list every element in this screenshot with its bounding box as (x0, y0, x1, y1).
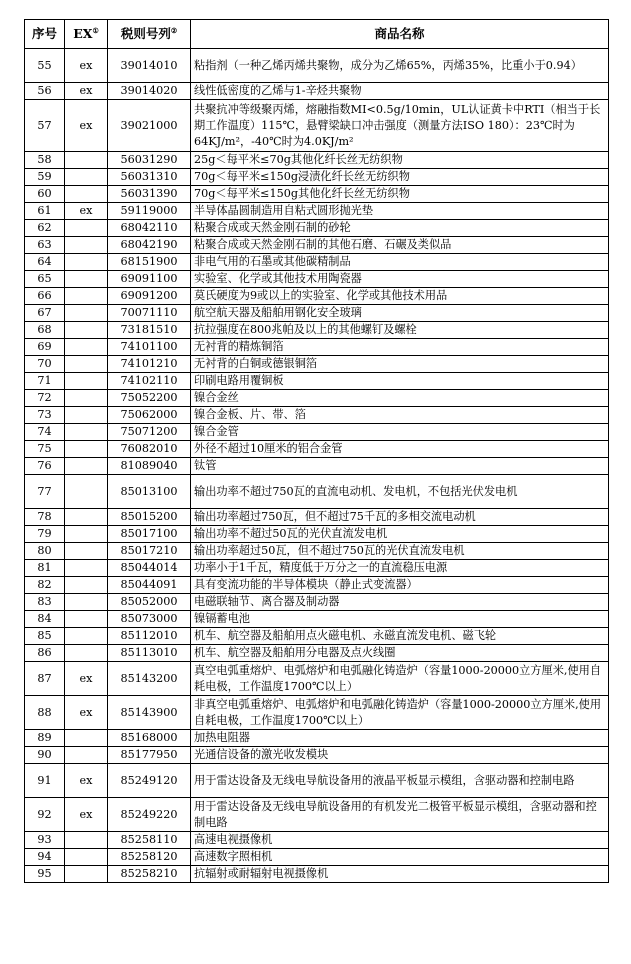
row-seq: 88 (25, 696, 65, 730)
row-name: 镍镉蓄电池 (191, 611, 609, 628)
row-ex (65, 407, 108, 424)
row-seq: 78 (25, 509, 65, 526)
header-name: 商品名称 (191, 20, 609, 49)
table-row (25, 169, 609, 186)
row-seq: 84 (25, 611, 65, 628)
row-code: 85258210 (108, 866, 191, 883)
row-name: 输出功率不超过50瓦的光伏直流发电机 (191, 526, 609, 543)
row-code: 39021000 (108, 100, 191, 152)
row-code: 85015200 (108, 509, 191, 526)
row-code: 69091200 (108, 288, 191, 305)
row-seq: 95 (25, 866, 65, 883)
table-row (25, 526, 609, 543)
table-row (25, 662, 609, 696)
row-name: 粘指剂（一种乙烯丙烯共聚物，成分为乙烯65%，丙烯35%，比重小于0.94） (191, 49, 609, 83)
table-row (25, 594, 609, 611)
table-row (25, 83, 609, 100)
row-ex (65, 152, 108, 169)
table-row (25, 237, 609, 254)
row-ex: ex (65, 100, 108, 152)
row-name: 粘聚合成或天然金刚石制的其他石磨、石碾及类似品 (191, 237, 609, 254)
row-name: 光通信设备的激光收发模块 (191, 747, 609, 764)
row-ex (65, 390, 108, 407)
table-row (25, 373, 609, 390)
row-name: 抗拉强度在800兆帕及以上的其他螺钉及螺栓 (191, 322, 609, 339)
row-code: 74102110 (108, 373, 191, 390)
row-code: 68042190 (108, 237, 191, 254)
row-ex (65, 339, 108, 356)
row-name: 输出功率超过50瓦，但不超过750瓦的光伏直流发电机 (191, 543, 609, 560)
row-ex (65, 186, 108, 203)
row-ex: ex (65, 798, 108, 832)
row-ex (65, 441, 108, 458)
row-seq: 92 (25, 798, 65, 832)
row-ex: ex (65, 696, 108, 730)
row-name: 莫氏硬度为9或以上的实验室、化学或其他技术用品 (191, 288, 609, 305)
row-code: 39014010 (108, 49, 191, 83)
row-ex (65, 594, 108, 611)
row-name: 用于雷达设备及无线电导航设备用的液晶平板显示模组，含驱动器和控制电路 (191, 764, 609, 798)
row-name: 线性低密度的乙烯与1-辛烃共聚物 (191, 83, 609, 100)
row-seq: 81 (25, 560, 65, 577)
row-name: 抗辐射或耐辐射电视摄像机 (191, 866, 609, 883)
tariff-table-page (24, 19, 608, 883)
row-code: 85113010 (108, 645, 191, 662)
table-row (25, 49, 609, 83)
header-ex-footnote-mark: ① (92, 25, 99, 35)
row-seq: 69 (25, 339, 65, 356)
table-row (25, 849, 609, 866)
table-body (25, 49, 609, 883)
row-code: 81089040 (108, 458, 191, 475)
row-ex (65, 832, 108, 849)
row-ex (65, 220, 108, 237)
table-row (25, 543, 609, 560)
row-ex: ex (65, 203, 108, 220)
tariff-table (24, 19, 609, 883)
row-ex (65, 611, 108, 628)
row-seq: 86 (25, 645, 65, 662)
row-ex (65, 288, 108, 305)
table-row (25, 628, 609, 645)
row-seq: 91 (25, 764, 65, 798)
table-row (25, 407, 609, 424)
row-ex (65, 509, 108, 526)
table-row (25, 254, 609, 271)
row-ex (65, 747, 108, 764)
row-ex (65, 356, 108, 373)
table-row (25, 305, 609, 322)
table-row (25, 866, 609, 883)
row-name: 功率小于1千瓦，精度低于万分之一的直流稳压电源 (191, 560, 609, 577)
table-row (25, 390, 609, 407)
row-seq: 77 (25, 475, 65, 509)
row-ex (65, 305, 108, 322)
row-name: 70g＜每平米≤150g其他化纤长丝无纺织物 (191, 186, 609, 203)
row-seq: 68 (25, 322, 65, 339)
row-name: 半导体晶圆制造用自粘式圆形抛光垫 (191, 203, 609, 220)
row-seq: 65 (25, 271, 65, 288)
row-code: 59119000 (108, 203, 191, 220)
row-seq: 64 (25, 254, 65, 271)
table-row (25, 424, 609, 441)
table-row (25, 798, 609, 832)
row-ex: ex (65, 83, 108, 100)
row-name: 非电气用的石墨或其他碳精制品 (191, 254, 609, 271)
table-row (25, 186, 609, 203)
row-code: 56031290 (108, 152, 191, 169)
table-row (25, 611, 609, 628)
row-seq: 76 (25, 458, 65, 475)
row-seq: 83 (25, 594, 65, 611)
row-code: 85143200 (108, 662, 191, 696)
row-ex (65, 475, 108, 509)
row-code: 73181510 (108, 322, 191, 339)
row-code: 39014020 (108, 83, 191, 100)
row-seq: 80 (25, 543, 65, 560)
row-name: 25g＜每平米≤70g其他化纤长丝无纺织物 (191, 152, 609, 169)
row-code: 85052000 (108, 594, 191, 611)
row-ex (65, 543, 108, 560)
row-ex (65, 645, 108, 662)
table-row (25, 509, 609, 526)
row-code: 85249120 (108, 764, 191, 798)
row-code: 85249220 (108, 798, 191, 832)
row-ex: ex (65, 662, 108, 696)
row-seq: 93 (25, 832, 65, 849)
row-code: 74101100 (108, 339, 191, 356)
row-ex (65, 237, 108, 254)
row-name: 钛管 (191, 458, 609, 475)
table-header-row (25, 20, 609, 49)
row-seq: 73 (25, 407, 65, 424)
row-seq: 56 (25, 83, 65, 100)
table-row (25, 322, 609, 339)
row-seq: 89 (25, 730, 65, 747)
row-seq: 55 (25, 49, 65, 83)
row-name: 镍合金丝 (191, 390, 609, 407)
row-name: 真空电弧重熔炉、电弧熔炉和电弧融化铸造炉（容量1000-20000立方厘米,使用自耗电极，工作温度1700℃以上） (191, 662, 609, 696)
table-row (25, 441, 609, 458)
table-row (25, 832, 609, 849)
row-name: 无衬背的白铜或德银铜箔 (191, 356, 609, 373)
row-code: 85017210 (108, 543, 191, 560)
header-code (108, 20, 191, 49)
row-seq: 85 (25, 628, 65, 645)
row-ex (65, 424, 108, 441)
row-seq: 61 (25, 203, 65, 220)
row-seq: 90 (25, 747, 65, 764)
row-name: 输出功率超过750瓦，但不超过75千瓦的多相交流电动机 (191, 509, 609, 526)
row-ex (65, 560, 108, 577)
table-row (25, 152, 609, 169)
table-row (25, 271, 609, 288)
table-row (25, 560, 609, 577)
row-name: 高速数字照相机 (191, 849, 609, 866)
table-row (25, 339, 609, 356)
row-ex (65, 628, 108, 645)
table-row (25, 730, 609, 747)
row-name: 无衬背的精炼铜箔 (191, 339, 609, 356)
row-code: 85013100 (108, 475, 191, 509)
row-code: 85258120 (108, 849, 191, 866)
row-name: 镍合金板、片、带、箔 (191, 407, 609, 424)
row-seq: 60 (25, 186, 65, 203)
row-code: 85177950 (108, 747, 191, 764)
row-name: 印刷电路用覆铜板 (191, 373, 609, 390)
row-name: 电磁联轴节、离合器及制动器 (191, 594, 609, 611)
table-row (25, 100, 609, 152)
row-name: 具有变流功能的半导体模块（静止式变流器） (191, 577, 609, 594)
table-row (25, 764, 609, 798)
row-code: 69091100 (108, 271, 191, 288)
row-name: 70g＜每平米≤150g浸渍化纤长丝无纺织物 (191, 169, 609, 186)
row-name: 共聚抗冲等级聚丙烯，熔融指数MI<0.5g/10min，UL认证黄卡中RTI（相当于长期工作温度）115℃，悬臂梁缺口冲击强度（测量方法ISO 180）：23℃时为64KJ/m²，-40℃时为4.0KJ/m² (191, 100, 609, 152)
row-seq: 70 (25, 356, 65, 373)
row-code: 85073000 (108, 611, 191, 628)
row-ex (65, 373, 108, 390)
row-ex (65, 458, 108, 475)
row-ex: ex (65, 49, 108, 83)
table-row (25, 747, 609, 764)
row-ex (65, 730, 108, 747)
row-code: 75071200 (108, 424, 191, 441)
row-name: 机车、航空器及船舶用分电器及点火线圈 (191, 645, 609, 662)
row-ex (65, 849, 108, 866)
header-code-label: 税则号列 (120, 26, 171, 41)
row-code: 68151900 (108, 254, 191, 271)
row-ex (65, 271, 108, 288)
row-code: 56031390 (108, 186, 191, 203)
row-name: 高速电视摄像机 (191, 832, 609, 849)
row-seq: 82 (25, 577, 65, 594)
row-code: 85044014 (108, 560, 191, 577)
row-name: 粘聚合成或天然金刚石制的砂轮 (191, 220, 609, 237)
row-ex (65, 169, 108, 186)
row-seq: 63 (25, 237, 65, 254)
row-code: 56031310 (108, 169, 191, 186)
table-row (25, 356, 609, 373)
table-row (25, 577, 609, 594)
row-code: 68042110 (108, 220, 191, 237)
row-code: 74101210 (108, 356, 191, 373)
row-ex (65, 526, 108, 543)
row-code: 85112010 (108, 628, 191, 645)
row-seq: 67 (25, 305, 65, 322)
table-row (25, 458, 609, 475)
row-code: 85017100 (108, 526, 191, 543)
row-seq: 72 (25, 390, 65, 407)
row-code: 85168000 (108, 730, 191, 747)
row-name: 外径不超过10厘米的铝合金管 (191, 441, 609, 458)
table-row (25, 203, 609, 220)
row-seq: 79 (25, 526, 65, 543)
table-row (25, 288, 609, 305)
row-seq: 75 (25, 441, 65, 458)
row-code: 75052200 (108, 390, 191, 407)
row-name: 非真空电弧重熔炉、电弧熔炉和电弧融化铸造炉（容量1000-20000立方厘米,使用自耗电极，工作温度1700℃以上） (191, 696, 609, 730)
row-seq: 94 (25, 849, 65, 866)
table-row (25, 645, 609, 662)
row-ex (65, 866, 108, 883)
row-seq: 74 (25, 424, 65, 441)
row-code: 85143900 (108, 696, 191, 730)
header-seq: 序号 (25, 20, 65, 49)
row-seq: 62 (25, 220, 65, 237)
row-ex (65, 577, 108, 594)
row-name: 加热电阻器 (191, 730, 609, 747)
row-seq: 66 (25, 288, 65, 305)
row-code: 70071110 (108, 305, 191, 322)
row-seq: 59 (25, 169, 65, 186)
row-name: 镍合金管 (191, 424, 609, 441)
row-code: 76082010 (108, 441, 191, 458)
row-name: 实验室、化学或其他技术用陶瓷器 (191, 271, 609, 288)
row-seq: 87 (25, 662, 65, 696)
header-code-footnote-mark: ② (170, 25, 178, 35)
row-name: 输出功率不超过750瓦的直流电动机、发电机，不包括光伏发电机 (191, 475, 609, 509)
row-ex (65, 254, 108, 271)
header-ex (65, 20, 108, 49)
row-name: 航空航天器及船舶用钢化安全玻璃 (191, 305, 609, 322)
row-ex: ex (65, 764, 108, 798)
row-name: 机车、航空器及船舶用点火磁电机、永磁直流发电机、磁飞轮 (191, 628, 609, 645)
row-code: 85044091 (108, 577, 191, 594)
row-seq: 57 (25, 100, 65, 152)
table-row (25, 475, 609, 509)
row-seq: 71 (25, 373, 65, 390)
row-seq: 58 (25, 152, 65, 169)
row-code: 75062000 (108, 407, 191, 424)
row-name: 用于雷达设备及无线电导航设备用的有机发光二极管平板显示模组，含驱动器和控制电路 (191, 798, 609, 832)
row-code: 85258110 (108, 832, 191, 849)
row-ex (65, 322, 108, 339)
table-row (25, 220, 609, 237)
table-row (25, 696, 609, 730)
header-ex-label: EX (73, 26, 93, 41)
